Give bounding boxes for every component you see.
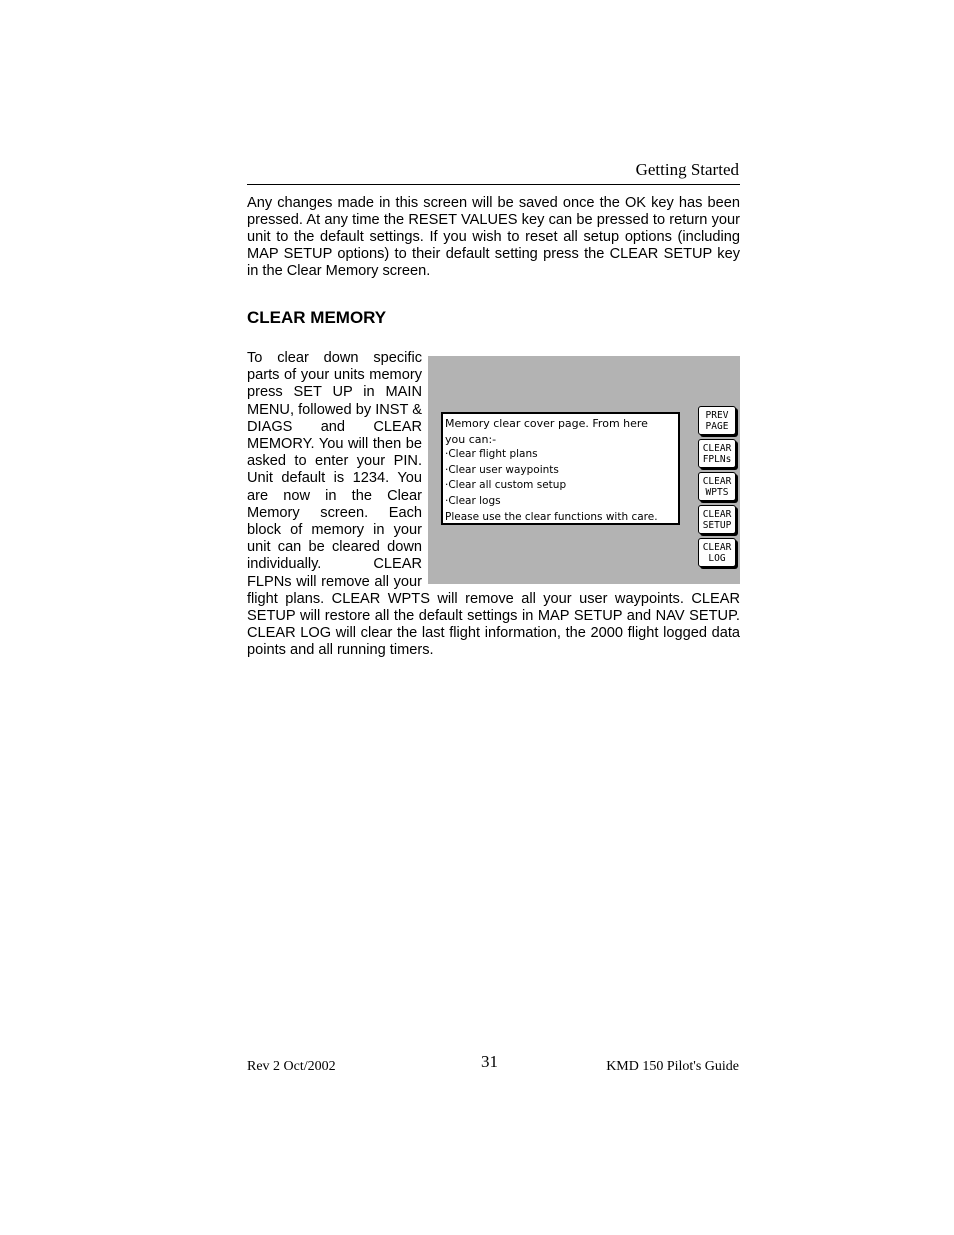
button-label-line2: FPLNs (702, 453, 732, 465)
footer-guide-title: KMD 150 Pilot's Guide (606, 1059, 739, 1074)
button-label-line2: PAGE (705, 420, 729, 432)
clear-memory-screen-figure (428, 356, 740, 584)
intro-paragraph: Any changes made in this screen will be saved once the OK key has been pressed. At any time the RESET VALUES key can be pressed to return your unit to the default settings. If you wish to reset all setup options (including MAP SETUP options) to their default setting press the CLEAR SETUP key in the Clear Memory screen. (247, 195, 740, 279)
section-body-text: To clear down specific parts of your units memory press SET UP in MAIN MENU, followed by INST & DIAGS and CLEAR MEMORY. You will then be asked to enter your PIN. Unit default is 1234. You are now in the Clear Memory screen. Each block of memory in your unit can be cleared down individually. CLEAR FLPNs will remove all your flight plans. CLEAR WPTS will remove all your user waypoints. CLEAR SETUP will restore all the default settings in MAP SETUP and NAV SETUP. CLEAR LOG will clear the last flight information, the 2000 flight logged data points and all running timers. (247, 350, 740, 659)
clear-wpts-button[interactable] (698, 472, 736, 501)
screen-line: Please use the clear functions with care. (445, 510, 658, 523)
button-label-line1: CLEAR (702, 442, 732, 454)
header-rule (247, 184, 740, 185)
screen-line: ·Clear flight plans (445, 448, 538, 461)
screen-line: Memory clear cover page. From here (445, 417, 648, 430)
clear-log-button[interactable] (698, 538, 736, 567)
button-label-line1: CLEAR (702, 475, 732, 487)
clear-setup-button[interactable] (698, 505, 736, 534)
header-title: Getting Started (635, 160, 739, 179)
screen-message-box (441, 412, 680, 525)
prev-page-button[interactable] (698, 406, 736, 435)
button-label-line1: CLEAR (702, 508, 732, 520)
screen-line: ·Clear user waypoints (445, 463, 559, 476)
button-label-line1: PREV (705, 409, 729, 421)
button-label-line2: SETUP (702, 519, 732, 531)
clear-flpns-button[interactable] (698, 439, 736, 468)
button-label-line2: WPTS (705, 486, 729, 498)
button-label-line2: LOG (708, 552, 726, 564)
screen-line: you can:- (445, 432, 497, 446)
screen-line: ·Clear logs (445, 494, 501, 507)
screen-line: ·Clear all custom setup (445, 479, 567, 492)
section-body (247, 350, 740, 660)
footer-revision: Rev 2 Oct/2002 (247, 1059, 336, 1074)
page-number: 31 (481, 1052, 498, 1071)
section-heading: CLEAR MEMORY (247, 308, 387, 327)
button-label-line1: CLEAR (702, 541, 732, 553)
